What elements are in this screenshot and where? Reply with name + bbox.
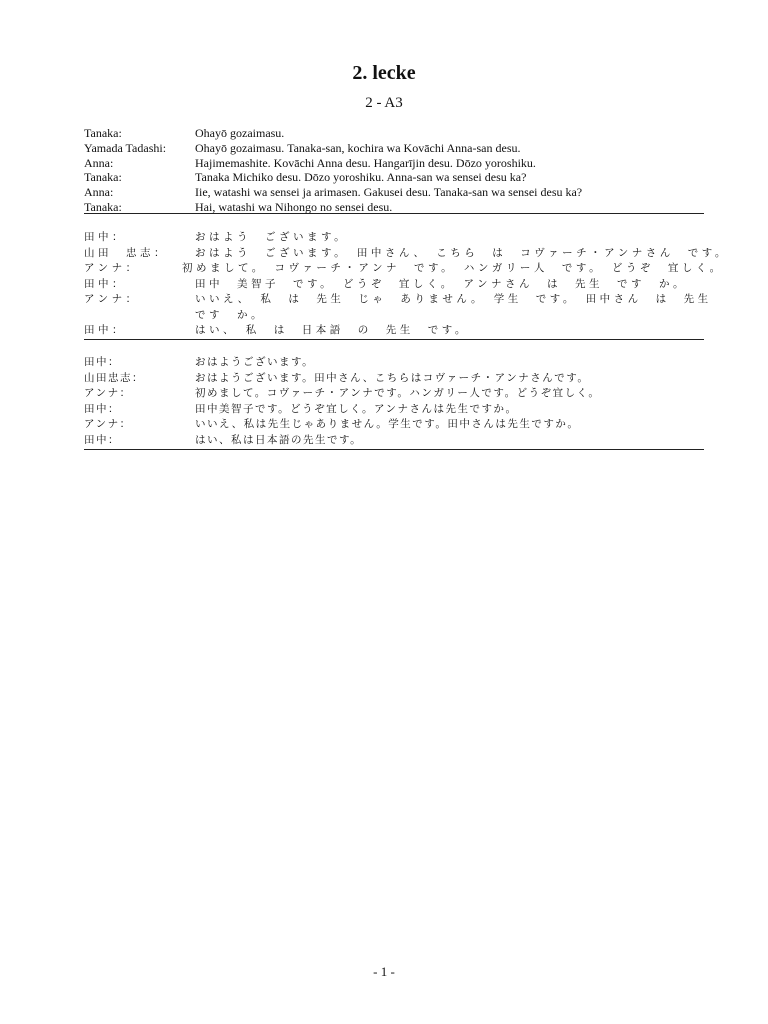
speaker-label: Tanaka: <box>84 199 122 214</box>
dialogue-line <box>84 246 729 262</box>
page-title: 2. lecke <box>352 62 416 84</box>
speaker-label: 田中： <box>84 231 126 243</box>
line-text: いいえ、 私 は 先生 じゃ ありません。 学生 です。 田中さん は 先生 <box>195 293 712 305</box>
dialogue-line <box>84 323 704 339</box>
speaker-label: アンナ： <box>84 262 140 274</box>
dialogue-line <box>84 308 704 324</box>
page-subtitle: 2 - A3 <box>365 95 403 111</box>
dialogue-line <box>84 141 704 156</box>
speaker-label: 山田忠志： <box>84 371 144 384</box>
line-text: おはよう ございます。 <box>195 231 349 243</box>
section-divider <box>84 449 704 450</box>
dialogue-line <box>84 170 704 185</box>
section-divider <box>84 213 704 214</box>
speaker-label: アンナ： <box>84 418 132 430</box>
speaker-label: アンナ： <box>84 387 132 399</box>
dialogue-line <box>84 185 704 200</box>
dialogue-line <box>84 230 704 246</box>
line-text: 田中 美智子 です。 どうぞ 宜しく。 アンナさん は 先生 です か。 <box>195 277 688 290</box>
line-text: 初めまして。 コヴァーチ・アンナ です。 ハンガリー人 です。 どうぞ 宜しく。 <box>182 262 724 274</box>
line-text: いいえ、私は先生じゃありません。学生です。田中さんは先生ですか。 <box>195 418 580 430</box>
dialogue-line <box>84 433 704 449</box>
dialogue-line <box>84 371 704 387</box>
dialogue-line <box>84 417 704 433</box>
speaker-label: 田中： <box>84 324 126 336</box>
line-text: Tanaka Michiko desu. Dōzo yoroshiku. Anna-san wa sensei desu ka? <box>195 170 527 185</box>
speaker-label: 田中： <box>84 356 120 368</box>
line-text: おはようございます。 <box>195 356 315 368</box>
line-text: Hajimemashite. Kovāchi Anna desu. Hangarījin desu. Dōzo yoroshiku. <box>195 155 536 170</box>
speaker-label: 田中： <box>84 402 120 415</box>
dialogue-line <box>84 277 704 293</box>
line-text: Iie, watashi wa sensei ja arimasen. Gakusei desu. Tanaka-san wa sensei desu ka? <box>195 185 583 200</box>
romaji-dialogue <box>84 126 704 215</box>
speaker-label: Tanaka: <box>84 126 122 140</box>
section-divider <box>84 339 704 340</box>
speaker-label: Yamada Tadashi: <box>84 140 167 155</box>
page-number: - 1 - <box>373 964 395 979</box>
speaker-label: 田中： <box>84 433 120 446</box>
line-text: はい、私は日本語の先生です。 <box>195 433 363 446</box>
dialogue-line <box>84 156 704 171</box>
line-text: Hai, watashi wa Nihongo no sensei desu. <box>195 199 393 214</box>
line-text: 田中美智子です。どうぞ宜しく。アンナさんは先生ですか。 <box>195 402 518 415</box>
speaker-label: Tanaka: <box>84 170 122 185</box>
line-text: おはようございます。田中さん、こちらはコヴァーチ・アンナさんです。 <box>195 371 590 384</box>
line-text: Ohayō gozaimasu. Tanaka-san, kochira wa Kovāchi Anna-san desu. <box>195 140 521 155</box>
kana-compact-dialogue <box>84 355 704 448</box>
dialogue-line <box>84 126 704 141</box>
dialogue-line <box>84 402 704 418</box>
line-text: おはよう ございます。 田中さん、 こちら は コヴァーチ・アンナさん です。 <box>195 246 729 259</box>
speaker-label: Anna: <box>84 155 114 170</box>
line-text: 初めまして。コヴァーチ・アンナです。ハンガリー人です。どうぞ宜しく。 <box>195 387 601 399</box>
line-text: です か。 <box>195 308 265 321</box>
line-text: はい、 私 は 日本語 の 先生 です。 <box>195 324 469 336</box>
dialogue-line <box>84 386 704 402</box>
speaker-label: 田中： <box>84 277 126 290</box>
speaker-label: アンナ： <box>84 293 140 305</box>
dialogue-line <box>84 355 704 371</box>
speaker-label: Anna: <box>84 185 114 200</box>
dialogue-line <box>84 292 712 308</box>
speaker-label: 山田 忠志： <box>84 246 168 259</box>
line-text: Ohayō gozaimasu. <box>195 126 285 140</box>
kana-spaced-dialogue <box>84 230 729 339</box>
dialogue-line <box>84 261 724 277</box>
